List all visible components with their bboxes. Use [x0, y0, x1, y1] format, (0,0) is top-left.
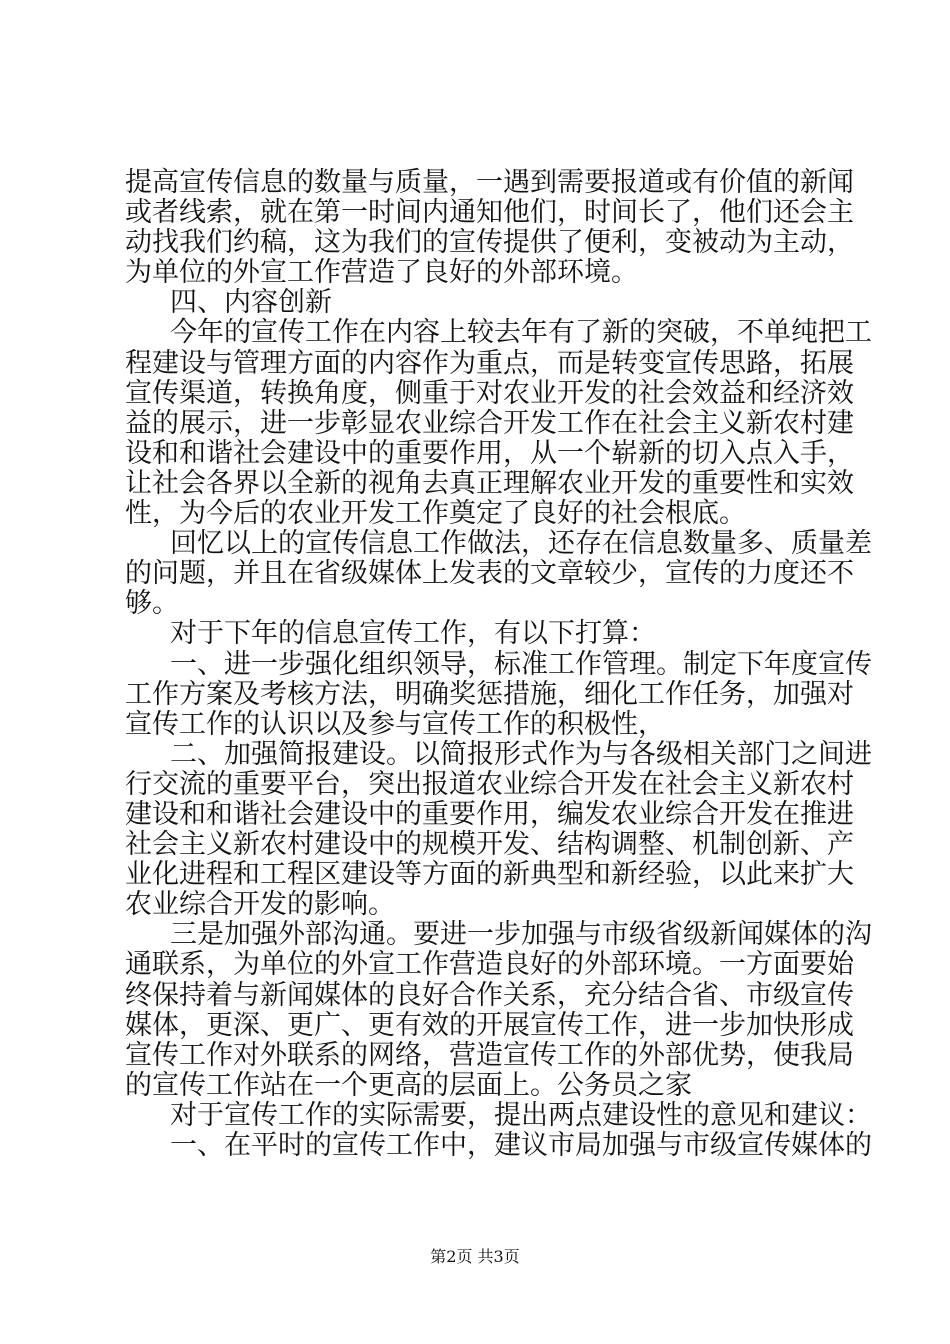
- text-line: 益的展示，进一步彰显农业综合开发工作在社会主义新农村建: [125, 407, 854, 439]
- text-line: 的问题，并且在省级媒体上发表的文章较少，宣传的力度还不: [125, 558, 854, 590]
- paragraph: [125, 738, 872, 921]
- text-line: 设和和谐社会建设中的重要作用，从一个崭新的切入点入手，: [125, 437, 854, 469]
- text-line: 提高宣传信息的数量与质量，一遇到需要报道或有价值的新闻: [125, 167, 854, 198]
- text-line: 对于下年的信息宣传工作，有以下打算：: [170, 618, 656, 650]
- text-line: 业化进程和工程区建设等方面的新典型和新经验，以此来扩大: [125, 859, 854, 891]
- paragraph: [125, 528, 872, 620]
- text-line: 媒体，更深、更广、更有效的开展宣传工作，进一步加快形成: [125, 1009, 854, 1041]
- text-line: 一、在平时的宣传工作中，建议市局加强与市级宣传媒体的: [170, 1130, 872, 1161]
- document-body: [125, 167, 872, 1161]
- paragraph: [125, 1130, 872, 1161]
- text-line: 或者线索，就在第一时间内通知他们，时间长了，他们还会主: [125, 197, 854, 229]
- text-line: 三是加强外部沟通。要进一步加强与市级省级新闻媒体的沟: [170, 919, 872, 951]
- page-footer: 第2页 共3页: [430, 1247, 520, 1266]
- paragraph: [125, 288, 837, 318]
- text-line: 二、加强简报建设。以简报形式作为与各级相关部门之间进: [170, 738, 872, 770]
- text-line: 今年的宣传工作在内容上较去年有了新的突破，不单纯把工: [170, 317, 872, 349]
- paragraph: [125, 619, 837, 649]
- paragraph: [125, 167, 854, 289]
- text-line: 为单位的外宣工作营造了良好的外部环境。: [125, 257, 638, 289]
- text-line: 够。: [125, 588, 179, 620]
- paragraph: [125, 1099, 872, 1131]
- text-line: 宣传工作的认识以及参与宣传工作的积极性，: [125, 708, 665, 740]
- text-line: 对于宣传工作的实际需要，提出两点建设性的意见和建议：: [170, 1099, 872, 1131]
- text-line: 一、进一步强化组织领导，标准工作管理。制定下年度宣传: [170, 648, 872, 680]
- text-line: 程建设与管理方面的内容作为重点，而是转变宣传思路，拓展: [125, 347, 854, 379]
- text-line: 建设和和谐社会建设中的重要作用，编发农业综合开发在推进: [125, 798, 854, 830]
- text-line: 通联系，为单位的外宣工作营造良好的外部环境。一方面要始: [125, 949, 854, 981]
- text-line: 宣传渠道，转换角度，侧重于对农业开发的社会效益和经济效: [125, 377, 854, 409]
- text-line: 农业综合开发的影响。: [125, 889, 395, 921]
- text-line: 工作方案及考核方法，明确奖惩措施，细化工作任务，加强对: [125, 678, 854, 710]
- text-line: 的宣传工作站在一个更高的层面上。公务员之家: [125, 1069, 692, 1101]
- text-line: 宣传工作对外联系的网络，营造宣传工作的外部优势，使我局: [125, 1039, 854, 1071]
- text-line: 社会主义新农村建设中的规模开发、结构调整、机制创新、产: [125, 829, 854, 861]
- paragraph: [125, 919, 872, 1101]
- text-line: 让社会各界以全新的视角去真正理解农业开发的重要性和实效: [125, 467, 854, 499]
- text-line: 回忆以上的宣传信息工作做法，还存在信息数量多、质量差: [170, 528, 872, 560]
- paragraph: [125, 648, 872, 740]
- paragraph: [125, 317, 872, 530]
- text-line: 四、内容创新: [170, 287, 332, 319]
- text-line: 动找我们约稿，这为我们的宣传提供了便利，变被动为主动，: [125, 227, 854, 259]
- text-line: 终保持着与新闻媒体的良好合作关系，充分结合省、市级宣传: [125, 979, 854, 1011]
- text-line: 性，为今后的农业开发工作奠定了良好的社会根底。: [125, 498, 746, 530]
- text-line: 行交流的重要平台，突出报道农业综合开发在社会主义新农村: [125, 768, 854, 800]
